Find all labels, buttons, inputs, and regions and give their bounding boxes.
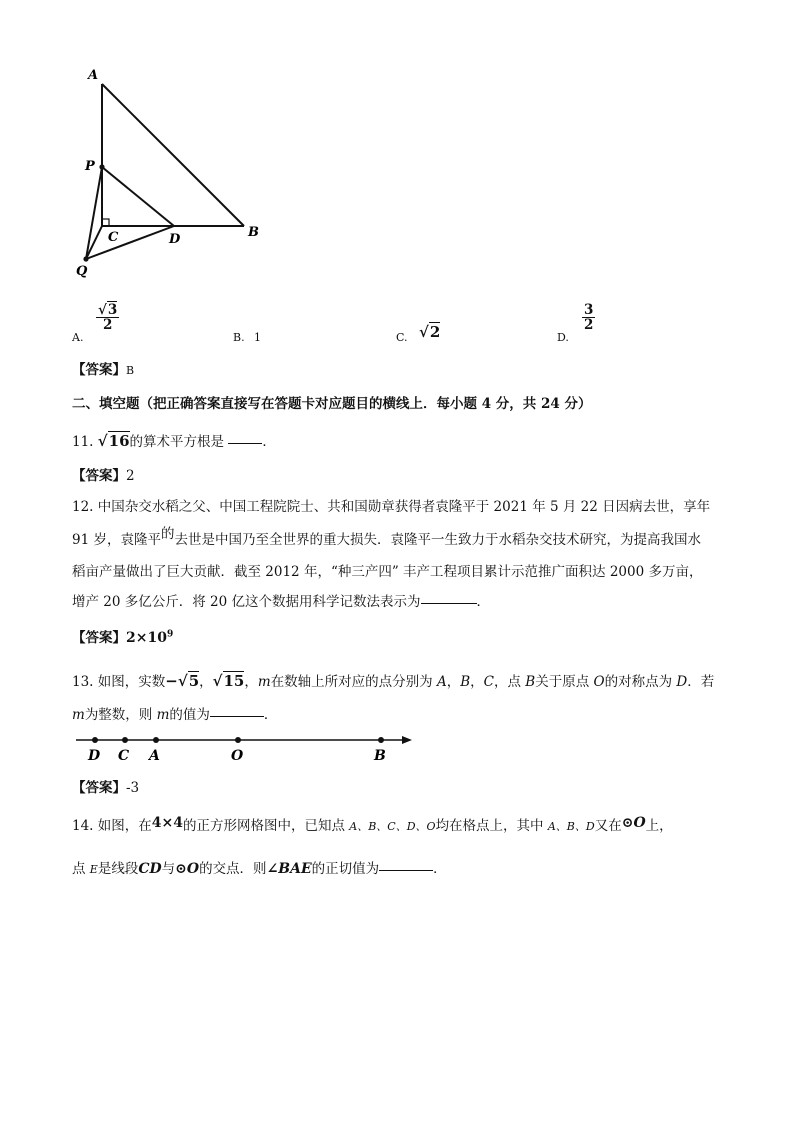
nl-label-b: B <box>374 748 386 764</box>
option-c-label: C. <box>396 331 408 344</box>
option-c-value: √2 <box>419 323 441 341</box>
label-c: C <box>108 230 119 245</box>
triangle-figure <box>70 62 280 282</box>
question-11: 11. √16的算术平方根是 ． <box>72 432 276 450</box>
q12-answer: 【答案】$2\times 10^9$ <box>72 629 174 646</box>
nl-label-d: D <box>88 748 101 764</box>
nl-label-a: A <box>149 748 160 764</box>
q11-answer: 【答案】2 <box>72 468 135 484</box>
label-d: D <box>169 232 181 247</box>
option-b-value: 1 <box>254 331 261 344</box>
question-13-line1: 13. 如图，实数−√5，√15，m在数轴上所对应的点分别为 A，B，C，点 B关于原点 O的对称点为 D．若 <box>72 672 715 690</box>
number-line <box>72 728 417 766</box>
q13-answer: 【答案】-3 <box>72 780 140 796</box>
q12-line3: 稻亩产量做出了巨大贡献．截至 2012 年，“种三产四” 丰产工程项目累计示范推广面积达 2000 多万亩， <box>72 564 703 580</box>
label-a: A <box>88 68 99 83</box>
question-13-line2: m为整数，则 m的值为 ． <box>72 707 278 723</box>
q10-answer: 【答案】B <box>72 362 135 378</box>
q12-line4: 增产 20 多亿公斤．将 20 亿这个数据用科学记数法表示为 ． <box>72 594 491 610</box>
option-a-value: $\frac{√3}{2}$ <box>98 302 118 334</box>
label-b: B <box>248 225 259 240</box>
nl-label-c: C <box>118 748 130 764</box>
section-heading: 二、填空题（把正确答案直接写在答题卡对应题目的横线上．每小题 4 分，共 24 分） <box>72 396 592 412</box>
q12-line2: 91 岁，袁隆平的去世是中国乃至全世界的重大损失．袁隆平一生致力于水稻杂交技术研究，为提高我国水 <box>72 526 701 548</box>
q12-line1: 12. 中国杂交水稻之父、中国工程院院士、共和国勋章获得者袁隆平于 2021 年 5 月 22 日因病去世，享年 <box>72 499 711 515</box>
label-p: P <box>85 159 95 174</box>
question-14-line2: 点 E是线段CD与⊙O的交点．则∠BAE的正切值为 ． <box>72 861 447 877</box>
option-d-value: $\frac{3}{2}$ <box>584 302 594 334</box>
option-a-label: A. <box>72 331 84 344</box>
nl-label-o: O <box>231 748 244 764</box>
label-q: Q <box>76 264 88 279</box>
option-b-label: B. <box>233 331 245 344</box>
question-14-line1: 14. 如图，在4×4的正方形网格图中，已知点 A、B、C、D、O均在格点上，其中 A、B、D又在⊙O上， <box>72 815 673 834</box>
option-d-label: D. <box>557 331 569 344</box>
